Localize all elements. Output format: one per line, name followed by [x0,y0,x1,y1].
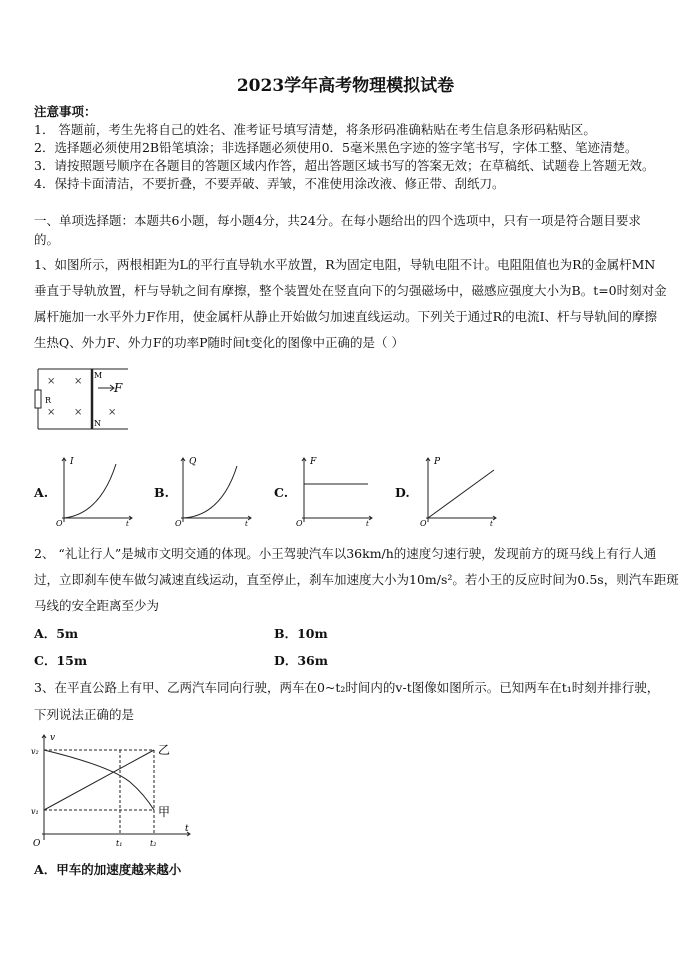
q1-option-c-graph [296,454,376,526]
axis-label: I [70,457,74,467]
section-heading: 一、单项选择题：本题共6小题，每小题4分，共24分。在每小题给出的四个选项中，只有一项是符合题目要求 [34,213,641,228]
q1-text: 垂直于导轨放置，杆与导轨之间有摩擦，整个装置处在竖直向下的匀强磁场中，磁感应强度大小为B。t=0时刻对金 [34,283,667,298]
q3-text: 3、在平直公路上有甲、乙两汽车同向行驶，两车在0~t₂时间内的v-t图像如图所示。已知两车在t₁时刻并排行驶， [34,680,660,695]
q2-text: 过，立即刹车使车做匀减速直线运动，直至停止，刹车加速度大小为10m/s²。若小王的反应时间为0.5s，则汽车距斑 [34,572,679,587]
circuit-r-label: R [45,396,52,405]
q2-option-d: D．36m [274,653,328,668]
q2-text: 2、 “礼让行人”是城市文明交通的体现。小王驾驶汽车以36km/h的速度匀速行驶，发现前方的斑马线上有行人通 [34,546,657,561]
field-x-mark: × [47,407,56,418]
axis-label: t [366,520,369,526]
t1-label: t₁ [116,839,123,848]
t-axis-label: t [185,824,189,834]
q3-option-a: A．甲车的加速度越来越小 [34,862,182,877]
q1-option-a-label: A. [34,485,49,500]
axis-label: P [434,457,441,467]
q1-circuit-diagram [34,366,134,436]
notice-item: 1． 答题前，考生先将自己的姓名、准考证号填写清楚，将条形码准确粘贴在考生信息条形码粘贴区。 [34,122,596,137]
q1-text: 生热Q、外力F、外力F的功率P随时间t变化的图像中正确的是（ ） [34,335,405,350]
v1-label: v₁ [31,807,39,816]
q1-option-b-label: B. [154,485,169,500]
yi-curve-label: 乙 [158,743,171,757]
q2-text: 马线的安全距离至少为 [34,598,160,613]
q1-option-d-graph [420,454,500,526]
q1-option-b-graph [175,454,255,526]
field-x-mark: × [108,407,117,418]
origin-label: O [33,839,41,849]
axis-label: t [490,520,493,526]
t2-label: t₂ [150,839,157,848]
circuit-n-label: N [94,419,101,428]
origin-label: O [420,519,427,526]
origin-label: O [175,519,182,526]
field-x-mark: × [74,376,83,387]
page-title: 2023学年高考物理模拟试卷 [236,76,455,96]
q2-option-b: B．10m [274,626,328,641]
notice-item: 3．请按照题号顺序在各题目的答题区域内作答，超出答题区域书写的答案无效；在草稿纸、试题卷上答题无效。 [34,158,655,173]
circuit-m-label: M [94,371,103,380]
section-heading-cont: 的。 [34,232,60,247]
v2-label: v₂ [31,747,39,756]
notice-item: 2．选择题必须使用2B铅笔填涂；非选择题必须使用0．5毫米黑色字迹的签字笔书写，字体工整、笔迹清楚。 [34,140,638,155]
origin-label: O [296,519,303,526]
q3-text: 下列说法正确的是 [34,707,135,722]
q1-option-d-label: D. [395,485,410,500]
q3-vt-graph [30,730,200,850]
jia-curve-label: 甲 [158,805,171,819]
circuit-f-label: F [114,381,123,395]
notice-item: 4．保持卡面清洁，不要折叠，不要弄破、弄皱，不准使用涂改液、修正带、刮纸刀。 [34,176,505,191]
q2-option-a: A．5m [34,626,79,641]
q1-option-c-label: C. [274,485,289,500]
q1-text: 1、如图所示，两根相距为L的平行直导轨水平放置，R为固定电阻，导轨电阻不计。电阻阻值也为R的金属杆MN [34,257,656,272]
axis-label: t [245,520,248,526]
field-x-mark: × [47,376,56,387]
axis-label: t [126,520,129,526]
notice-heading: 注意事项： [34,104,97,119]
q1-text: 属杆施加一水平外力F作用，使金属杆从静止开始做匀加速直线运动。下列关于通过R的电流I、杆与导轨间的摩擦 [34,309,658,324]
field-x-mark: × [74,407,83,418]
axis-label: Q [189,457,197,467]
axis-label: F [310,457,317,467]
origin-label: O [56,519,63,526]
q1-option-a-graph [56,454,136,526]
v-axis-label: v [50,733,56,743]
q2-option-c: C．15m [34,653,88,668]
